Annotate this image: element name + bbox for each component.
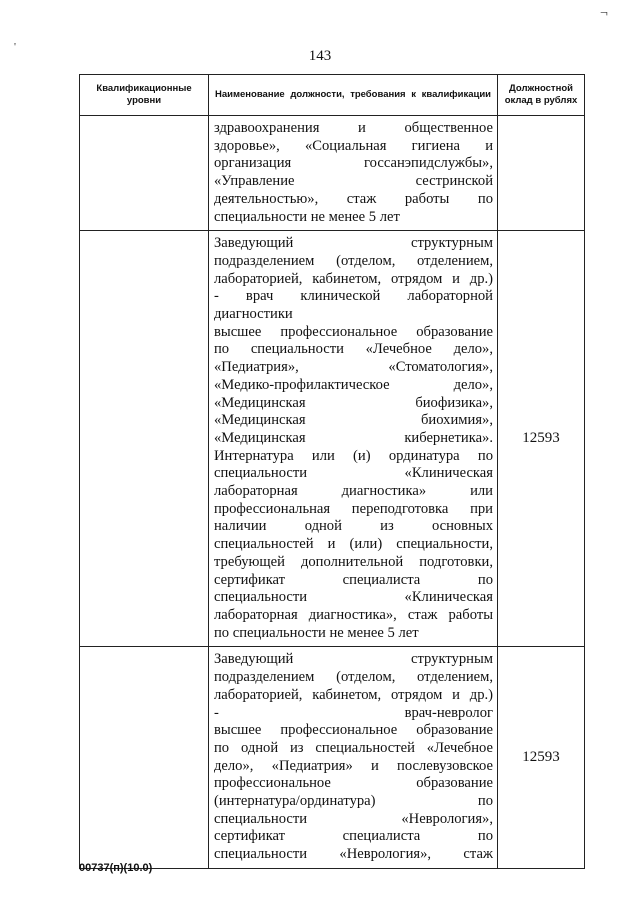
requirements-line: (интернатура/ординатура) по (214, 793, 493, 810)
cell-salary: 12593 (498, 231, 585, 647)
requirements-line: специальности «Неврология», стаж (214, 846, 493, 863)
requirements-line: высшее профессиональное образование (214, 323, 493, 340)
requirements-line: высшее профессиональное образование (214, 722, 493, 739)
header-salary: Должностной оклад в рублях (498, 75, 585, 116)
qualification-table (79, 74, 585, 869)
cell-position-requirements (209, 647, 498, 868)
requirements-line: наличии одной из основных (214, 518, 493, 535)
requirements-line: «Медицинская кибернетика». (214, 429, 493, 446)
corner-mark: ¬ (600, 6, 608, 21)
requirements-line: специальности «Клиническая (214, 589, 493, 606)
table-body (80, 116, 585, 869)
cell-qualification-level (80, 116, 209, 231)
requirements-line: по специальности не менее 5 лет (214, 624, 419, 641)
requirements-line: лабораторией, кабинетом, отрядом и др.) (214, 270, 493, 287)
requirements-line: лабораторная диагностика» или (214, 483, 493, 500)
requirements-line: «Управление сестринской (214, 173, 493, 190)
requirements-line: специальностей и (или) специальности, (214, 536, 493, 553)
left-margin-mark: ' (14, 41, 16, 53)
cell-salary (498, 116, 585, 231)
requirements-text (209, 231, 497, 646)
cell-salary: 12593 (498, 647, 585, 868)
requirements-line: - врач клинической лабораторной (214, 288, 493, 305)
requirements-line: требующей дополнительной подготовки, (214, 553, 493, 570)
table-row (80, 231, 585, 647)
requirements-line: лабораторная диагностика», стаж работы (214, 606, 493, 623)
requirements-line: «Медицинская биохимия», (214, 412, 493, 429)
cell-position-requirements (209, 231, 498, 647)
requirements-line: специальности не менее 5 лет (214, 208, 400, 225)
requirements-line: по специальности «Лечебное дело», (214, 341, 493, 358)
requirements-line: лабораторией, кабинетом, отрядом и др.) (214, 686, 493, 703)
requirements-line: специальности «Неврология», (214, 810, 493, 827)
requirements-text (209, 647, 497, 867)
requirements-line: профессиональная переподготовка при (214, 500, 493, 517)
requirements-line: «Медицинская биофизика», (214, 394, 493, 411)
requirements-line: дело», «Педиатрия» и послевузовское (214, 757, 493, 774)
requirements-line: по одной из специальностей «Лечебное (214, 739, 493, 756)
requirements-line: организация госсанэпидслужбы», (214, 155, 493, 172)
cell-position-requirements (209, 116, 498, 231)
requirements-line: здоровье», «Социальная гигиена и (214, 137, 493, 154)
requirements-line: Заведующий структурным (214, 235, 493, 252)
requirements-line: специальности «Клиническая (214, 465, 493, 482)
requirements-line: «Медико-профилактическое дело», (214, 376, 493, 393)
requirements-text (209, 116, 497, 230)
page-number: 143 (308, 48, 332, 64)
requirements-line: подразделением (отделом, отделением, (214, 252, 493, 269)
table-row (80, 116, 585, 231)
requirements-line: подразделением (отделом, отделением, (214, 669, 493, 686)
requirements-line: деятельностью», стаж работы по (214, 190, 493, 207)
requirements-line: - врач-невролог (214, 704, 493, 721)
requirements-line: профессиональное образование (214, 775, 493, 792)
cell-qualification-level (80, 231, 209, 647)
table-row (80, 647, 585, 868)
footer-document-code: 00737(п)(10.0) (79, 862, 153, 874)
header-position-requirements: Наименование должности, требования к квалификации (209, 75, 498, 116)
table-header-row (80, 75, 585, 116)
requirements-line: здравоохранения и общественное (214, 120, 493, 136)
requirements-line: Интернатура или (и) ординатура по (214, 447, 493, 464)
requirements-line: сертификат специалиста по (214, 828, 493, 845)
header-qualification-levels: Квалификационные уровни (80, 75, 209, 116)
requirements-line: «Педиатрия», «Стоматология», (214, 359, 493, 376)
requirements-line: Заведующий структурным (214, 651, 493, 668)
requirements-line: диагностики (214, 306, 293, 323)
requirements-line: сертификат специалиста по (214, 571, 493, 588)
cell-qualification-level (80, 647, 209, 868)
